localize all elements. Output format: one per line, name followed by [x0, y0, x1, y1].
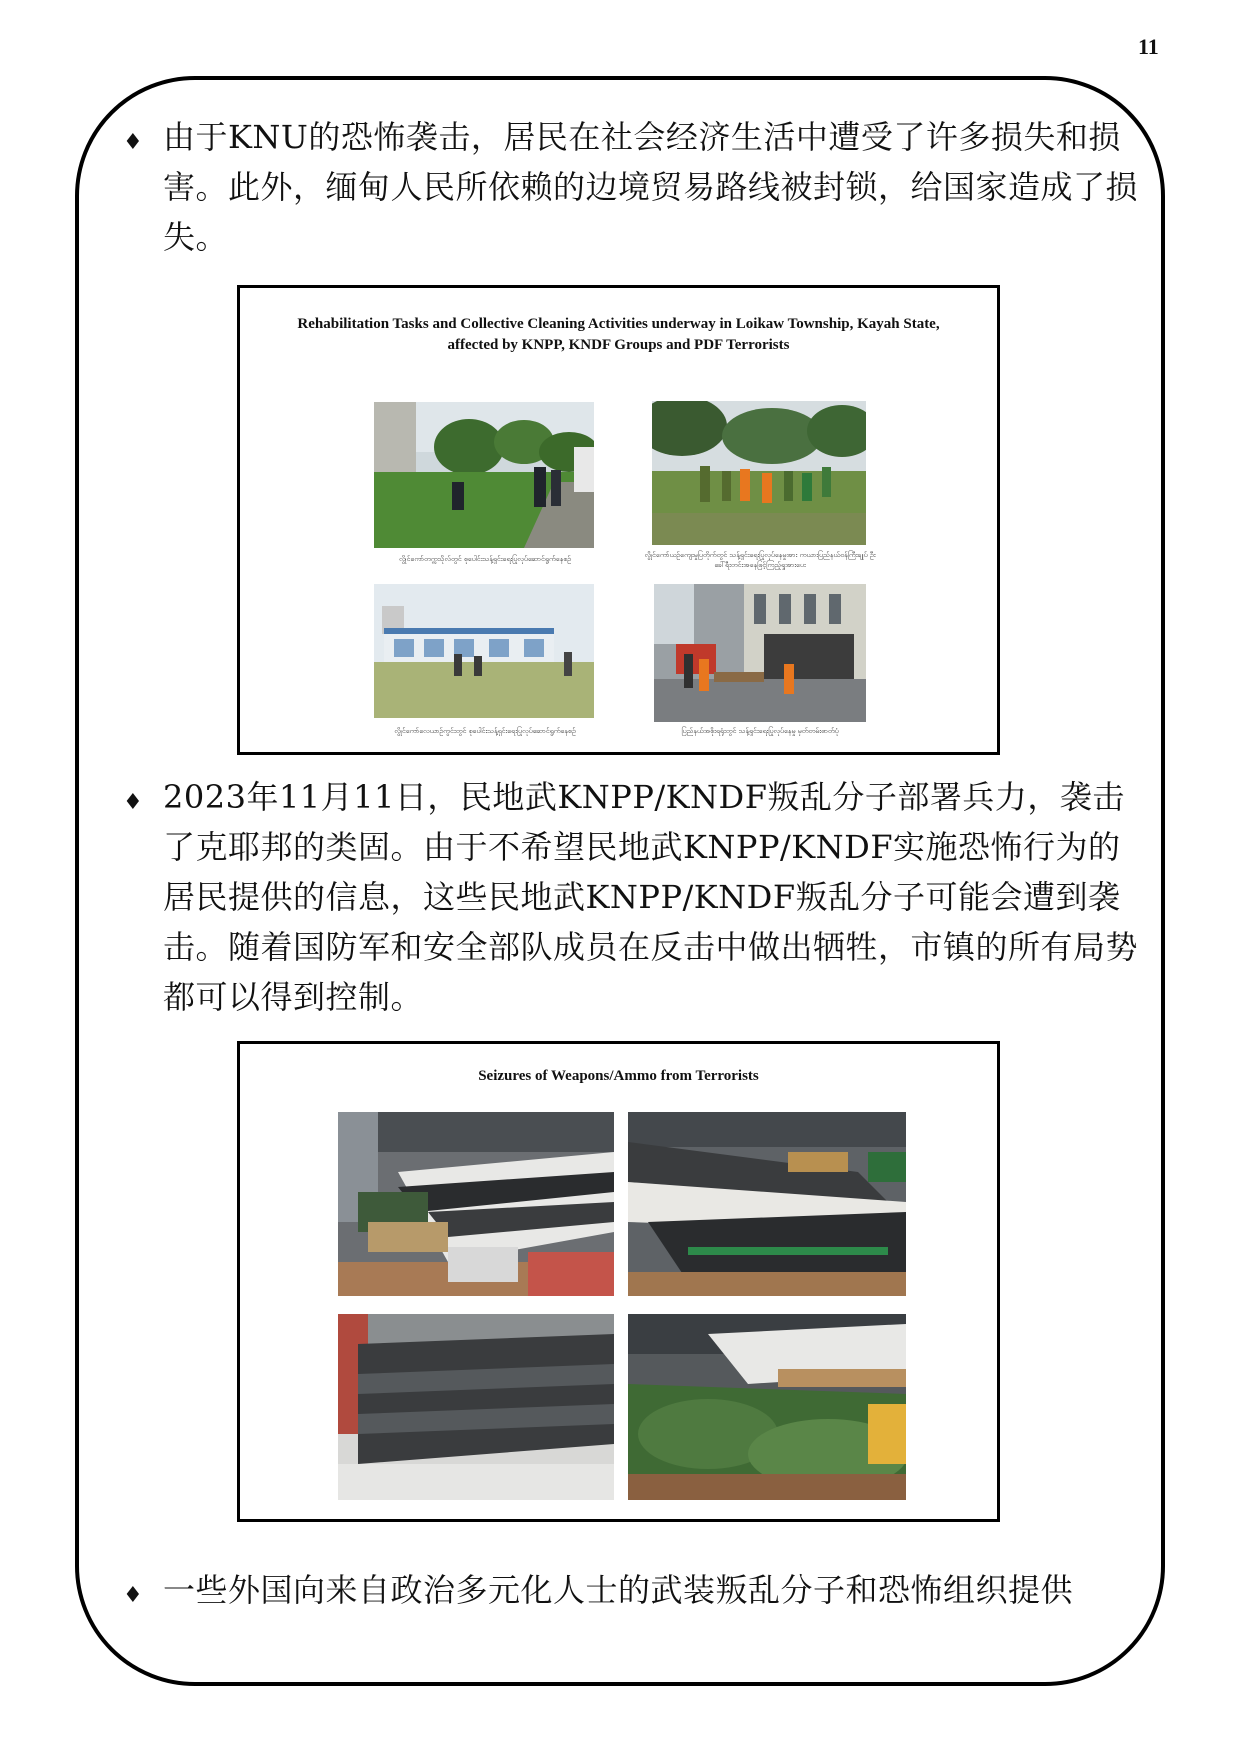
photo-office-cleaning: [654, 584, 866, 722]
photo-weapons-display-1: [338, 1112, 614, 1296]
bullet-diamond-icon: ♦: [123, 1583, 143, 1608]
photo-airport-cleaning: [374, 584, 594, 718]
photo-weapons-display-4: [628, 1314, 906, 1500]
paragraph-knu-attacks: 由于KNU的恐怖袭击，居民在社会经济生活中遭受了许多损失和损害。此外，缅甸人民所依赖的边境贸易路线被封锁，给国家造成了损失。: [163, 118, 1139, 256]
photo-weapons-display-3: [338, 1314, 614, 1500]
bullet-diamond-icon: ♦: [123, 130, 143, 155]
figure-weapons-seizure-title: Seizures of Weapons/Ammo from Terrorists: [478, 1068, 759, 1084]
caption-office-cleaning: ပြည်နယ်အစိုးရရုံးတွင် သန့်ရှင်းရေးပြုလုပ်နေမှု မှတ်တမ်းဓာတ်ပုံ: [681, 727, 839, 735]
figure-rehabilitation-title: Rehabilitation Tasks and Collective Cleaning Activities underway in Loikaw Township, Kayah State, affected by KNPP, KNDF Groups and PDF Terrorists: [297, 316, 940, 353]
page-number: 11: [1138, 34, 1159, 59]
paragraph-foreign-support: 一些外国向来自政治多元化人士的武装叛乱分子和恐怖组织提供: [163, 1571, 1074, 1609]
bullet-diamond-icon: ♦: [123, 790, 143, 815]
photo-university-cleaning: [374, 402, 594, 548]
photo-museum-cleaning: [652, 401, 866, 545]
caption-museum-cleaning: လွိုင်ကော်ယဉ်ကျေးမှုပြတိုက်တွင် သန့်ရှင်းရေးပြုလုပ်နေမှုအား ကယားပြည်နယ်ဝန်ကြီးချုပ် ဦးခေါ်ရီးတင်းအနေဖြင့်ကြည့်ရှုအားပေး: [644, 551, 876, 569]
figure-rehabilitation: [237, 285, 1000, 755]
figure-weapons-seizure: [237, 1041, 1000, 1522]
caption-university-cleaning: လွိုင်ကော်တက္ကသိုလ်တွင် စုပေါင်းသန့်ရှင်းရေးပြုလုပ်ဆောင်ရွက်နေစဉ်: [398, 555, 572, 563]
caption-airport-cleaning: လွိုင်ကော်လေယာဉ်ကွင်းတွင် စုပေါင်းသန့်ရှင်းရေးပြုလုပ်ဆောင်ရွက်နေစဉ်: [394, 727, 576, 735]
paragraph-loikaw-attack: 2023年11月11日，民地武KNPP/KNDF叛乱分子部署兵力，袭击了克耶邦的类固。由于不希望民地武KNPP/KNDF实施恐怖行为的居民提供的信息，这些民地武KNPP/KNDF叛乱分子可能会遭到袭击。随着国防军和安全部队成员在反击中做出牺牲，市镇的所有局势都可以得到控制。: [163, 778, 1139, 1016]
photo-weapons-display-2: [628, 1112, 906, 1296]
